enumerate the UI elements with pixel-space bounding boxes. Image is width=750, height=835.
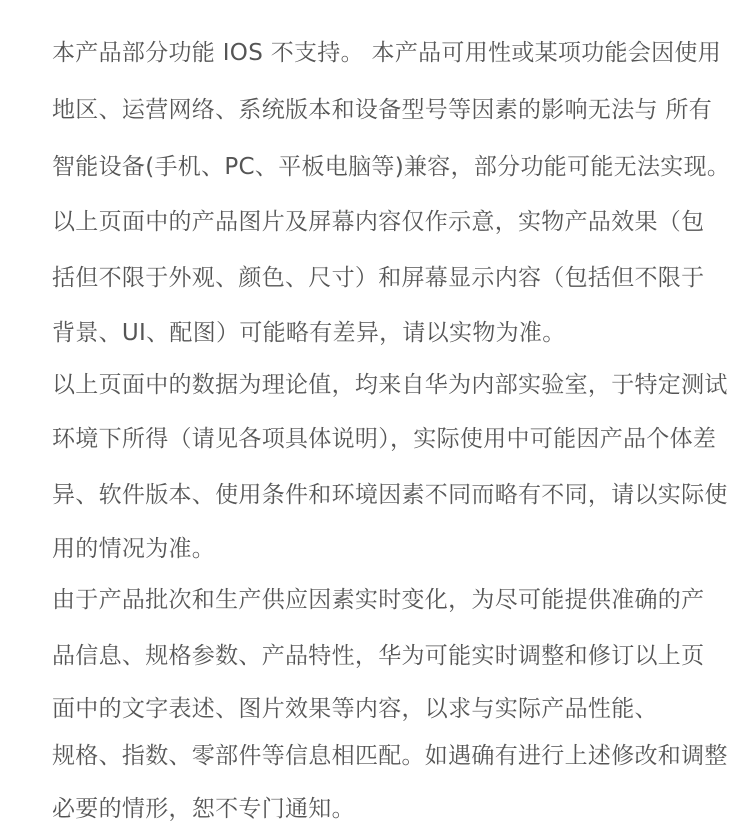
p4-line-4: 规格、指数、零部件等信息相匹配。如遇确有进行上述修改和调整: [52, 743, 728, 769]
p4-line-5: 必要的情形，恕不专门通知。: [52, 796, 355, 822]
p3-line-1: 以上页面中的数据为理论值，均来自华为内部实验室，于特定测试: [52, 372, 728, 398]
p4-line-3: 面中的文字表述、图片效果等内容，以求与实际产品性能、: [52, 696, 658, 722]
p3-line-4: 用的情况为准。: [52, 536, 216, 562]
p3-line-3: 异、软件版本、使用条件和环境因素不同而略有不同，请以实际使: [52, 482, 728, 508]
p2-line-2: 括但不限于外观、颜色、尺寸）和屏幕显示内容（包括但不限于: [52, 265, 705, 291]
p3-line-2: 环境下所得（请见各项具体说明），实际使用中可能因产品个体差: [52, 426, 717, 452]
p2-line-3: 背景、UI、配图）可能略有差异，请以实物为准。: [52, 320, 566, 346]
p1-line-3: 智能设备(手机、PC、平板电脑等)兼容，部分功能可能无法实现。: [52, 154, 731, 180]
p4-line-1: 由于产品批次和生产供应因素实时变化，为尽可能提供准确的产: [52, 587, 705, 613]
p4-line-2: 品信息、规格参数、产品特性，华为可能实时调整和修订以上页: [52, 643, 705, 669]
p1-line-2: 地区、运营网络、系统版本和设备型号等因素的影响无法与 所有: [52, 97, 713, 123]
p2-line-1: 以上页面中的产品图片及屏幕内容仅作示意，实物产品效果（包: [52, 209, 705, 235]
p1-line-1: 本产品部分功能 IOS 不支持。 本产品可用性或某项功能会因使用: [52, 40, 722, 66]
